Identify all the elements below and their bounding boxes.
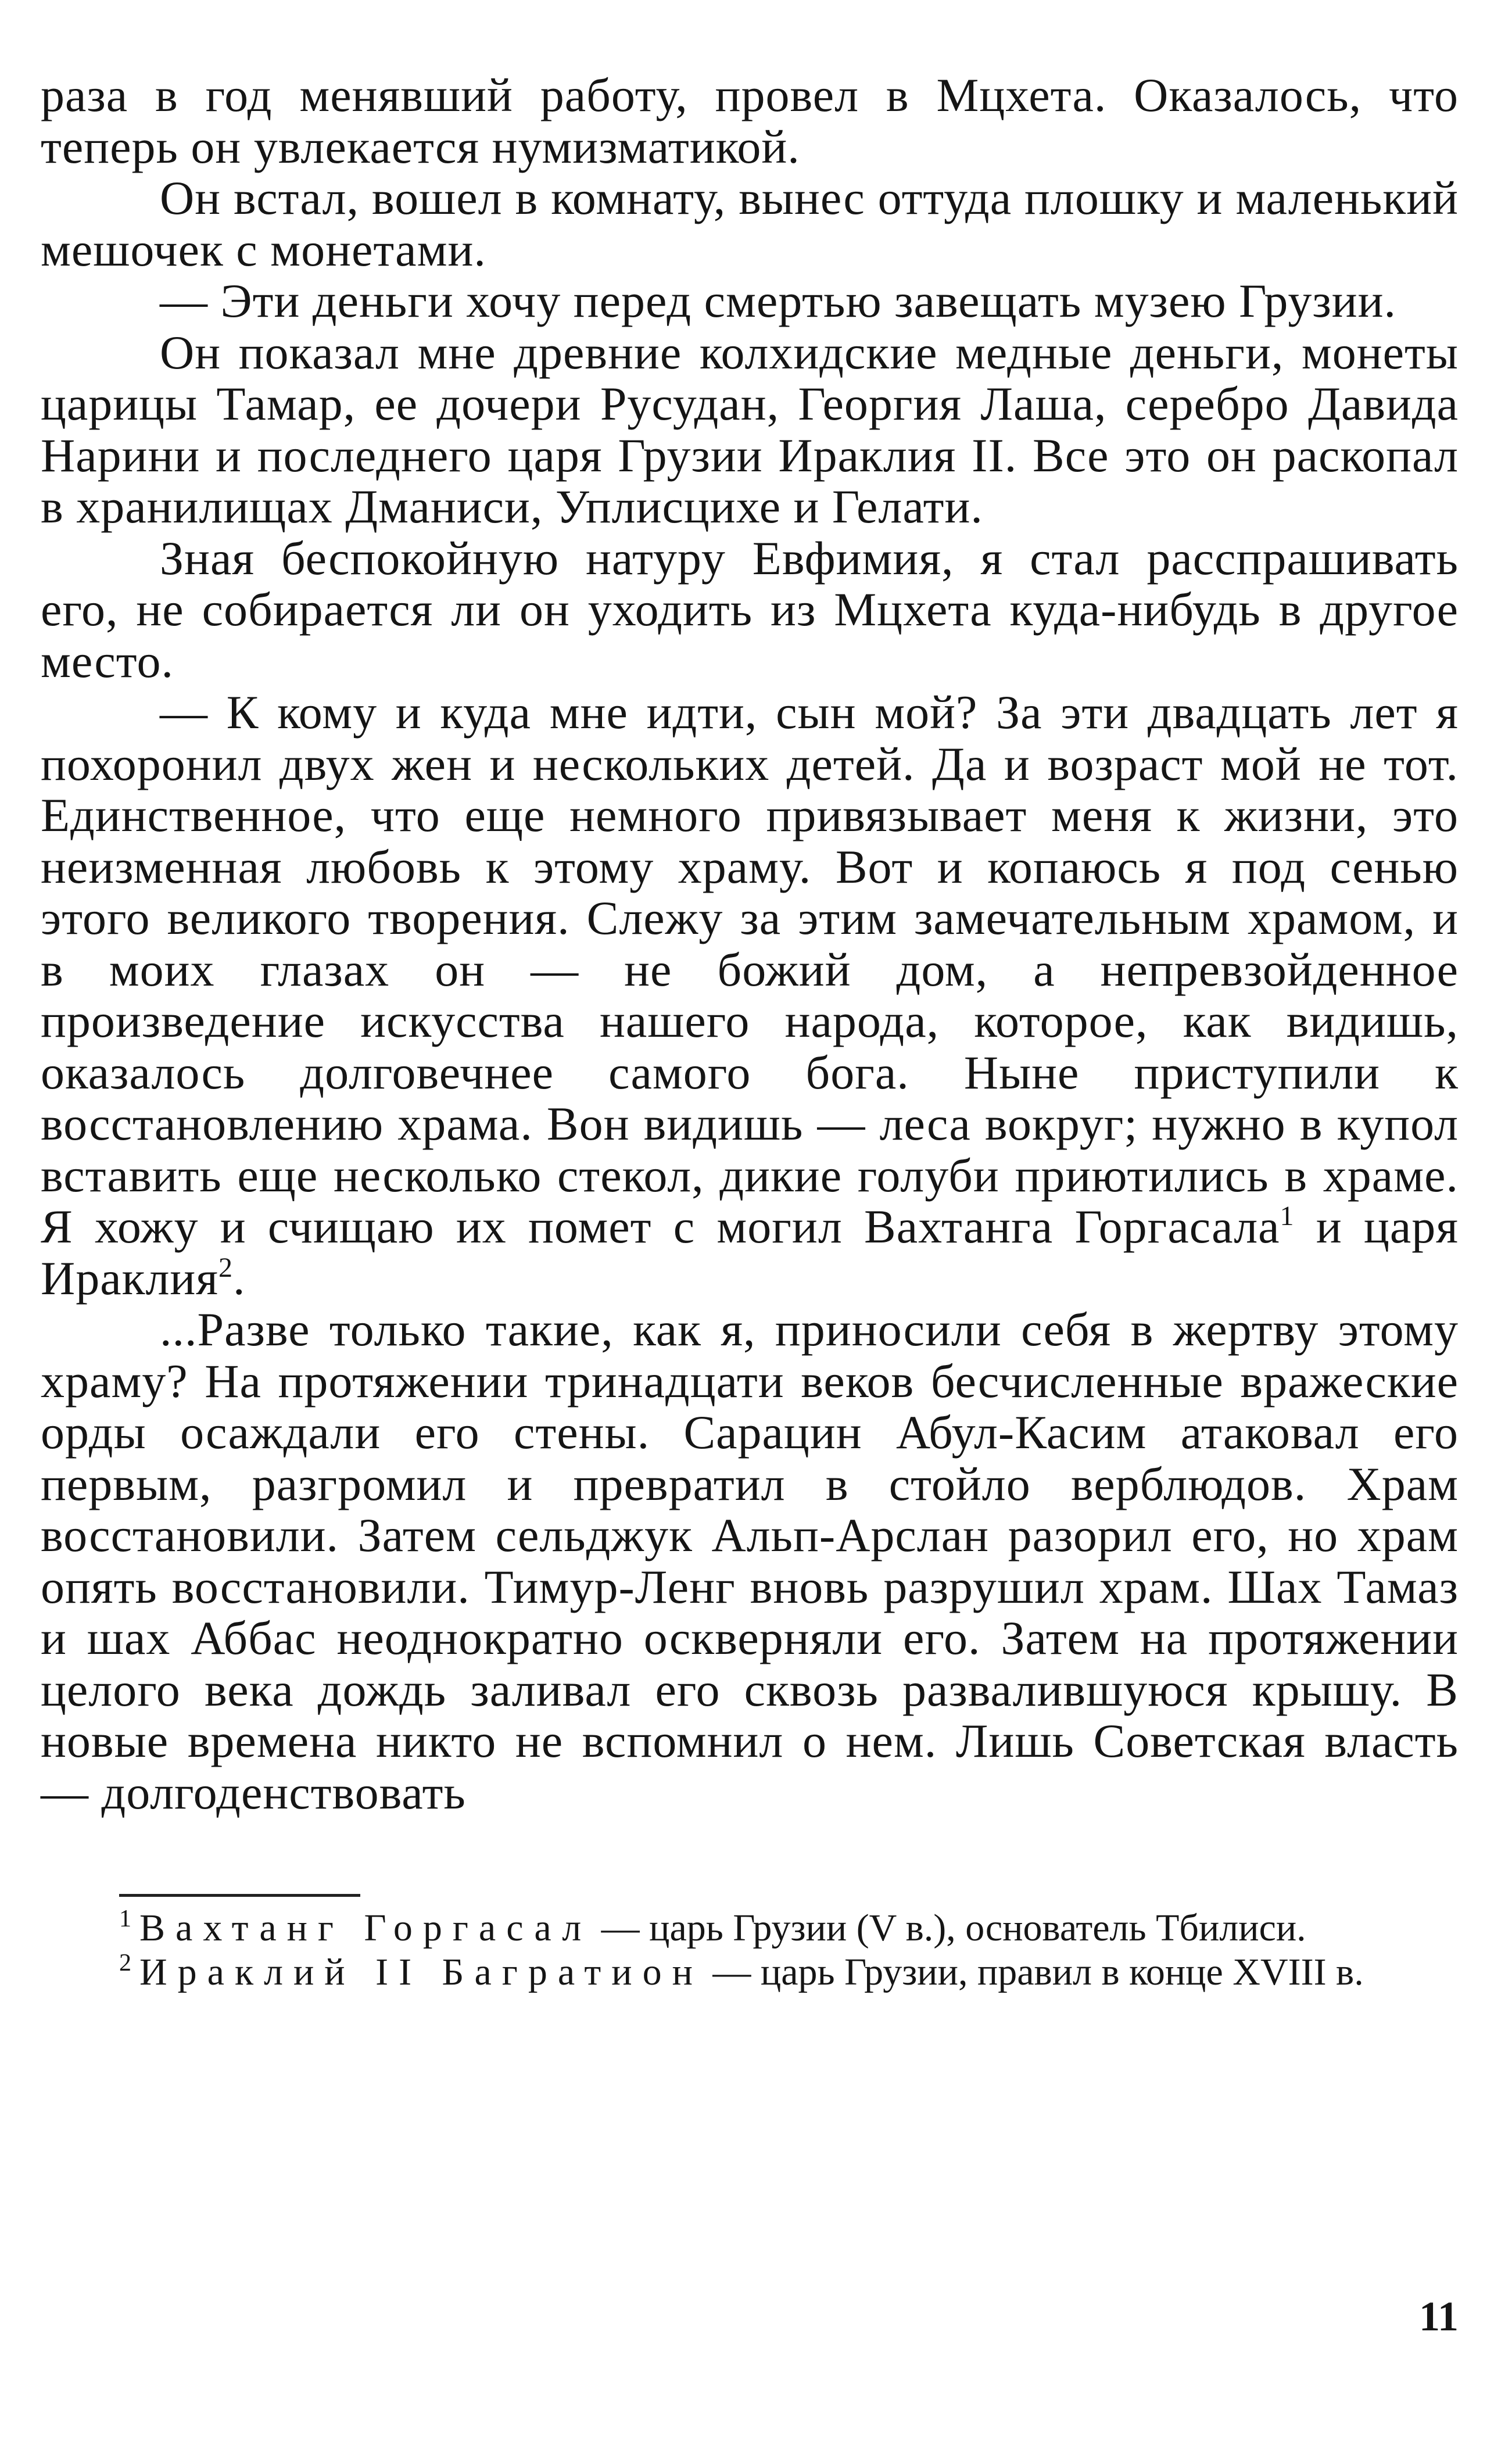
footnote-separator [119, 1894, 360, 1897]
footnote-1 [41, 1906, 1459, 1950]
paragraph-7: ...Разве только такие, как я, приносили себя в жертву этому храму? На протяжении тринадцати веков бесчисленные вражеские орды осаждали его стены. Сарацин Абул-Касим атаковал его первым, разгромил и превратил в стойло верблюдов. Храм восстановили. Затем сельджук Альп-Арслан разорил его, но храм опять восстановили. Тимур-Ленг вновь разрушил храм. Шах Тамаз и шах Аббас неоднократно оскверняли его. Затем на протяжении целого века дождь заливал его сквозь развалившуюся крышу. В новые времена никто не вспомнил о нем. Лишь Советская власть — долгоденствовать [41, 1303, 1459, 1819]
paragraph-6-middle: и царя Ираклия [41, 1200, 1459, 1305]
paragraph-2: Он встал, вошел в комнату, вынес оттуда плошку и маленький мешочек с монетами. [41, 171, 1459, 276]
paragraph-3: — Эти деньги хочу перед смертью завещать музею Грузии. [160, 274, 1396, 327]
paragraph-1: раза в год менявший работу, провел в Мцхета. Оказалось, что теперь он увлекается нумизматикой. [41, 69, 1459, 173]
footnote-1-text: — царь Грузии (V в.), основатель Тбилиси. [592, 1907, 1306, 1949]
footnote-ref-1[interactable]: 1 [1280, 1201, 1295, 1231]
page-number: 11 [1418, 2293, 1459, 2340]
paragraph-6 [41, 687, 1459, 1304]
footnotes [41, 1906, 1459, 1994]
paragraph-6-text: — К кому и куда мне идти, сын мой? За эти двадцать лет я похоронил двух жен и нескольких детей. Да и возраст мой не тот. Единственное, что еще немного привязывает меня к жизни, это неизменная любовь к этому храму. Вот и копаюсь я под сенью этого великого творения. Слежу за этим замечательным храмом, и в моих глазах он — не божий дом, а непревзойденное произведение искусства нашего народа, которое, как видишь, оказалось долговечнее самого бога. Ныне приступили к восстановлению храма. Вон видишь — леса вокруг; нужно в купол вставить еще несколько стекол, дикие голуби приютились в храме. Я хожу и счищаю их помет с могил Вахтанга Горгасала [41, 686, 1459, 1253]
footnote-2 [41, 1950, 1459, 1994]
paragraph-6-end: . [232, 1251, 246, 1305]
footnote-ref-2[interactable]: 2 [218, 1252, 233, 1283]
footnote-2-text: — царь Грузии, правил в конце XVIII в. [703, 1951, 1364, 1993]
footnote-1-number: 1 [119, 1906, 131, 1932]
paragraph-4: Он показал мне древние колхидские медные деньги, монеты царицы Тамар, ее дочери Русудан, Георгия Лаша, серебро Давида Нарини и последнего царя Грузии Ираклия II. Все это он раскопал в хранилищах Дманиси, Уплисцихе и Гелати. [41, 325, 1459, 533]
book-page [41, 70, 1459, 1994]
paragraph-5: Зная беспокойную натуру Евфимия, я стал расспрашивать его, не собирается ли он уходить из Мцхета куда-нибудь в другое место. [41, 531, 1459, 687]
footnote-1-term: Вахтанг Горгасал [139, 1907, 592, 1949]
footnote-2-term: Ираклий II Багратион [139, 1951, 703, 1993]
main-text [41, 70, 1459, 1818]
footnote-2-number: 2 [119, 1950, 131, 1976]
